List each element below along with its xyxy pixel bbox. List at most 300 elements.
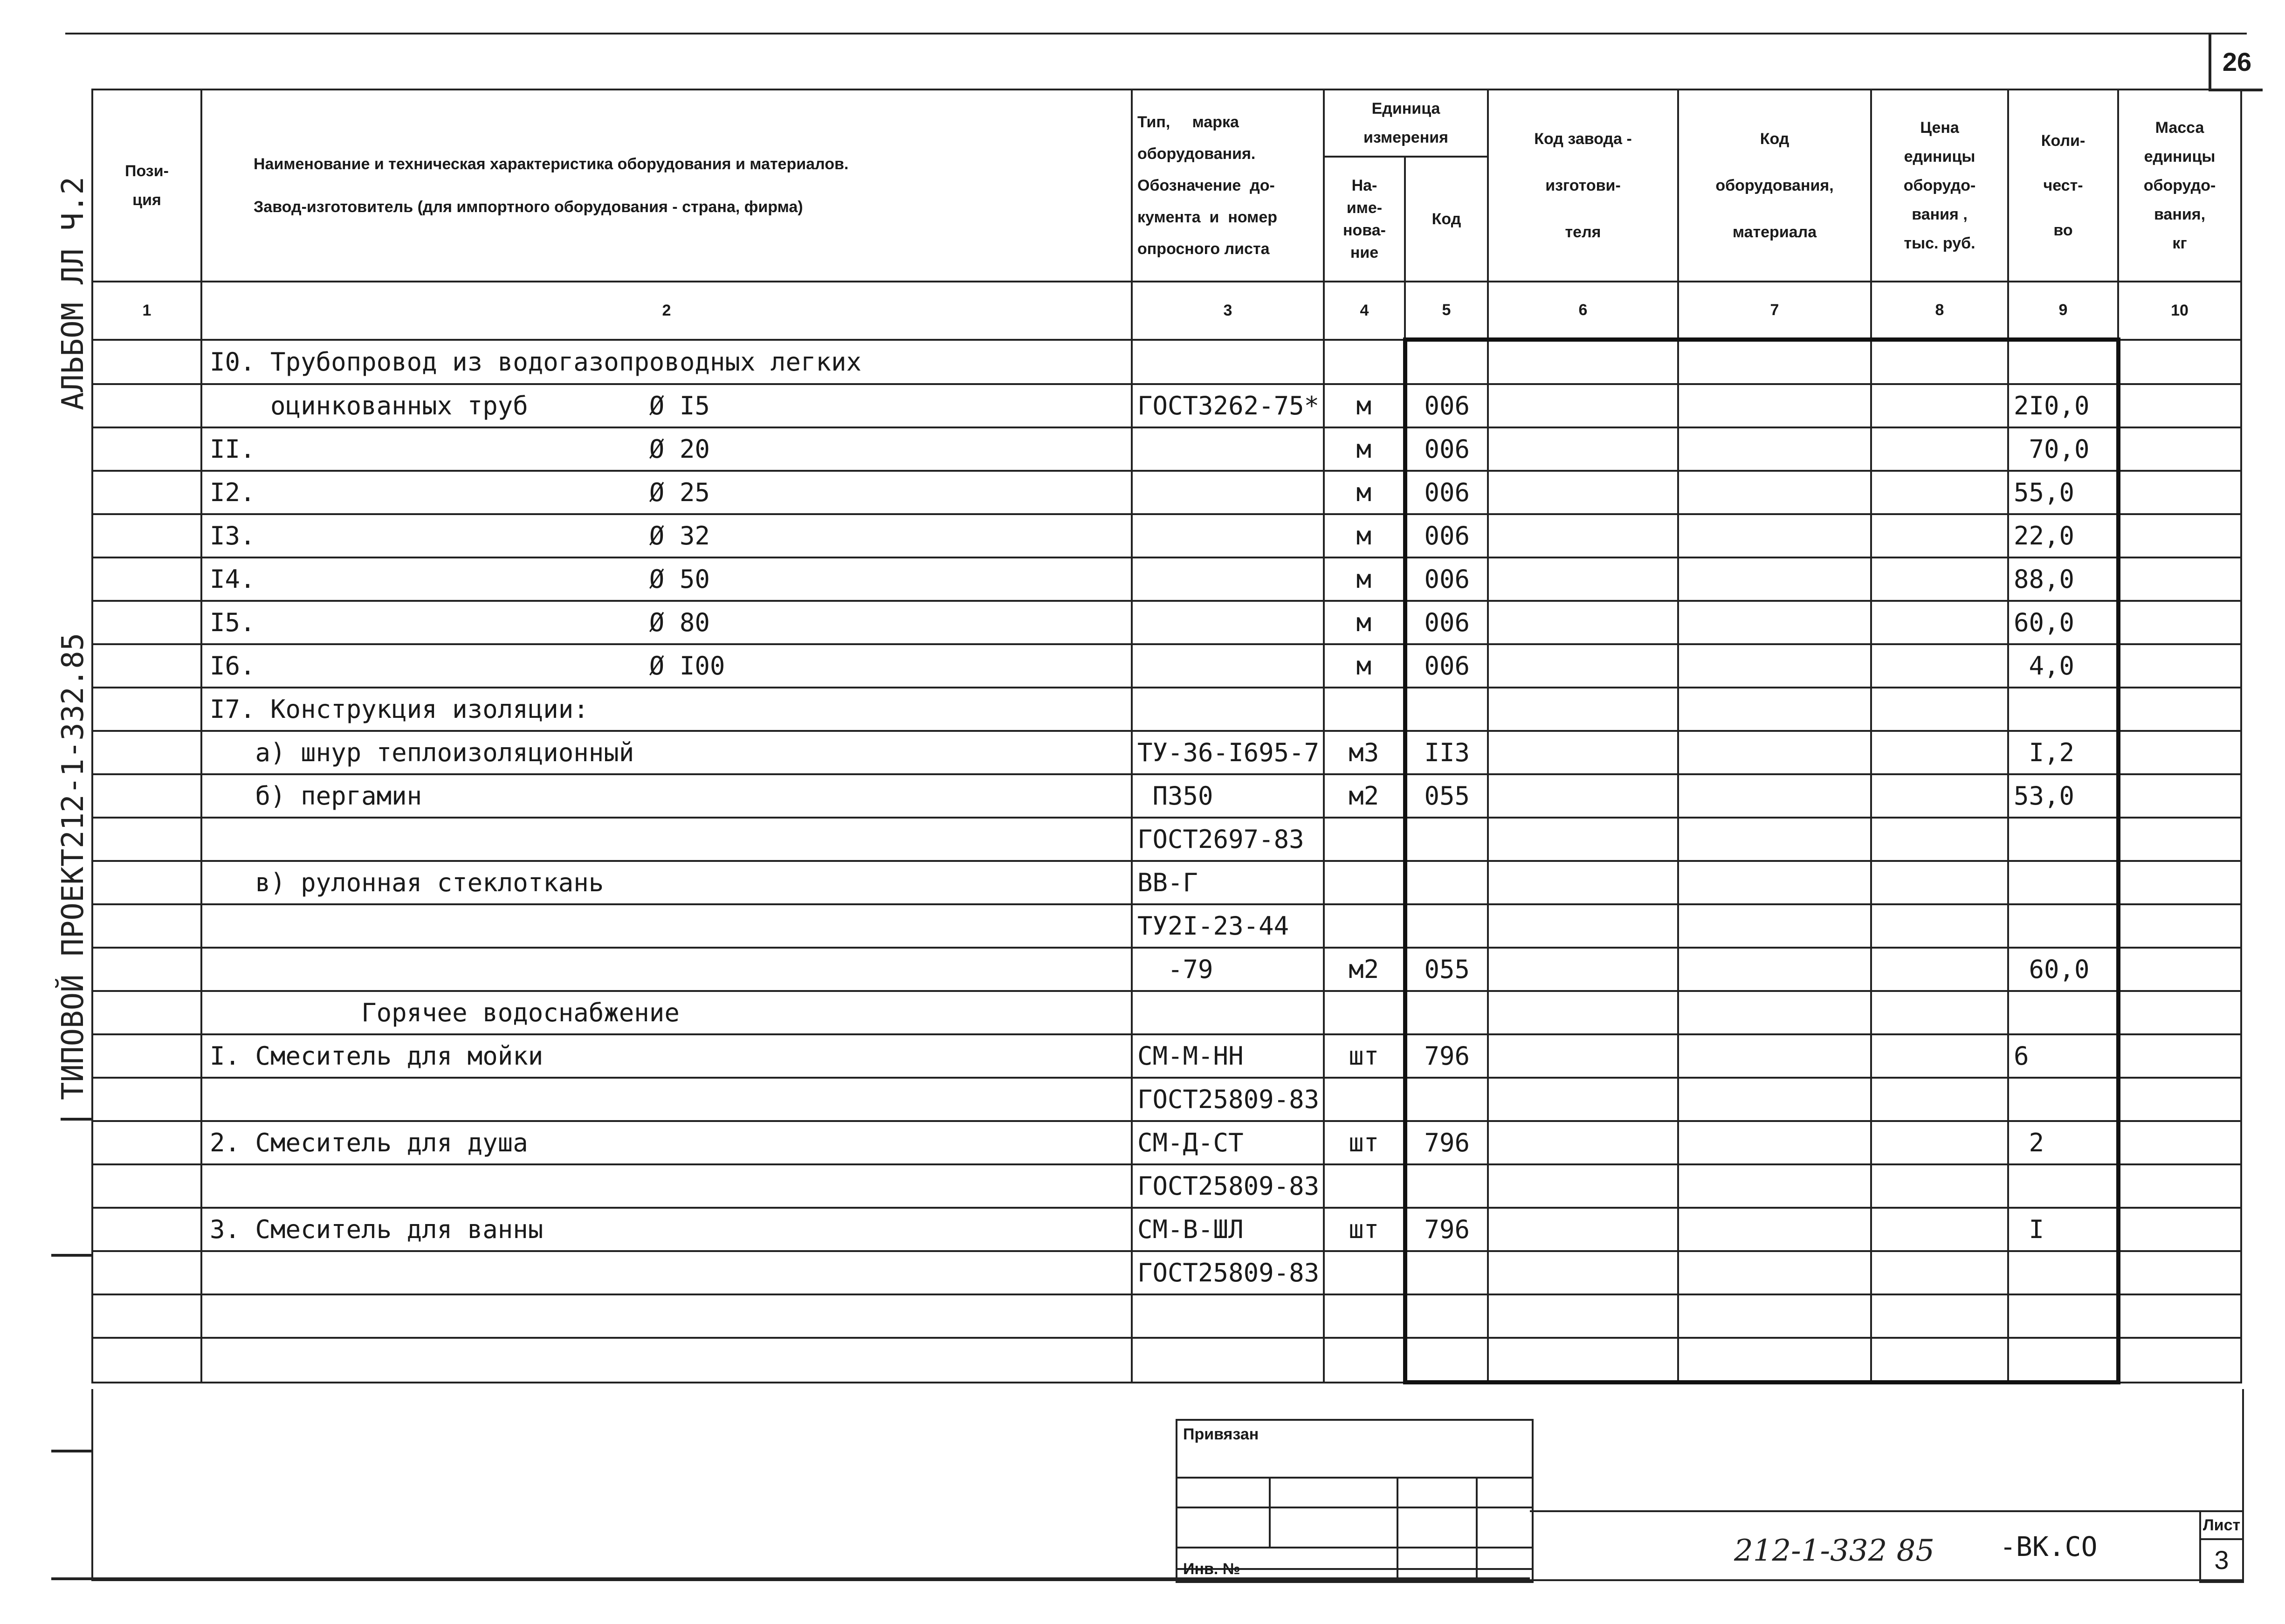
- quantity-cell: 55,0: [2008, 471, 2118, 514]
- col-number: 8: [1871, 282, 2008, 340]
- type-cell: [1132, 427, 1324, 471]
- equipment-code-cell: [1678, 1251, 1871, 1294]
- equipment-code-cell: [1678, 1294, 1871, 1338]
- mass-cell: [2118, 1208, 2241, 1251]
- mass-cell: [2118, 1251, 2241, 1294]
- equipment-code-cell: [1678, 991, 1871, 1034]
- mass-cell: [2118, 948, 2241, 991]
- type-cell: [1132, 557, 1324, 601]
- table-row: [92, 514, 2241, 557]
- factory-code-cell: [1488, 601, 1678, 644]
- equipment-code-cell: [1678, 514, 1871, 557]
- type-cell: [1132, 644, 1324, 688]
- factory-code-cell: [1488, 384, 1678, 427]
- unit-code-cell: 006: [1405, 384, 1488, 427]
- table-row: [92, 471, 2241, 514]
- header-unit-code: Код: [1405, 157, 1488, 282]
- mass-cell: [2118, 774, 2241, 818]
- type-cell: ГОСТ25809-83: [1132, 1078, 1324, 1121]
- position-cell: [92, 774, 201, 818]
- price-cell: [1871, 731, 2008, 774]
- col-number: 1: [92, 282, 201, 340]
- unit-cell: [1324, 1338, 1405, 1383]
- col-number: 5: [1405, 282, 1488, 340]
- unit-cell: м: [1324, 557, 1405, 601]
- table-row: [92, 904, 2241, 948]
- equipment-code-cell: [1678, 731, 1871, 774]
- price-cell: [1871, 1338, 2008, 1383]
- quantity-cell: [2008, 340, 2118, 385]
- factory-code-cell: [1488, 427, 1678, 471]
- table-row: [92, 644, 2241, 688]
- side-label-album: АЛЬБОМ ЛЛ Ч.2: [56, 177, 90, 410]
- sheet-box: [2199, 1510, 2244, 1583]
- table-row: [92, 1121, 2241, 1164]
- side-label-project-code: 212-1-332.85: [56, 633, 90, 848]
- col-number: 4: [1324, 282, 1405, 340]
- price-cell: [1871, 1078, 2008, 1121]
- name-cell: I. Смеситель для мойки: [201, 1034, 1132, 1078]
- equipment-code-cell: [1678, 818, 1871, 861]
- table-row: [92, 1251, 2241, 1294]
- equipment-code-cell: [1678, 427, 1871, 471]
- position-cell: [92, 601, 201, 644]
- factory-code-cell: [1488, 1164, 1678, 1208]
- sheet-label: Лист: [2201, 1512, 2242, 1540]
- quantity-cell: 88,0: [2008, 557, 2118, 601]
- unit-cell: м: [1324, 644, 1405, 688]
- unit-code-cell: [1405, 904, 1488, 948]
- mass-cell: [2118, 427, 2241, 471]
- table-row: [92, 1208, 2241, 1251]
- type-cell: ВВ-Г: [1132, 861, 1324, 904]
- unit-cell: м3: [1324, 731, 1405, 774]
- unit-cell: [1324, 904, 1405, 948]
- name-cell: 3. Смеситель для ванны: [201, 1208, 1132, 1251]
- quantity-cell: [2008, 688, 2118, 731]
- document-number: 212-1-332 85: [1734, 1534, 1935, 1568]
- unit-code-cell: [1405, 1078, 1488, 1121]
- name-cell: [201, 1294, 1132, 1338]
- quantity-cell: 2I0,0: [2008, 384, 2118, 427]
- col-number: 2: [201, 282, 1132, 340]
- factory-code-cell: [1488, 1338, 1678, 1383]
- page-number: 26: [2209, 34, 2263, 91]
- header-position: Пози- ция: [92, 89, 201, 282]
- mass-cell: [2118, 471, 2241, 514]
- mass-cell: [2118, 818, 2241, 861]
- quantity-cell: [2008, 861, 2118, 904]
- table-row: [92, 601, 2241, 644]
- table-row: [92, 1338, 2241, 1383]
- position-cell: [92, 1121, 201, 1164]
- position-cell: [92, 1034, 201, 1078]
- type-cell: СМ-В-ШЛ: [1132, 1208, 1324, 1251]
- name-cell: [201, 1251, 1132, 1294]
- unit-code-cell: II3: [1405, 731, 1488, 774]
- unit-code-cell: [1405, 340, 1488, 385]
- price-cell: [1871, 1164, 2008, 1208]
- factory-code-cell: [1488, 1034, 1678, 1078]
- price-cell: [1871, 688, 2008, 731]
- type-cell: [1132, 601, 1324, 644]
- name-cell: 2. Смеситель для душа: [201, 1121, 1132, 1164]
- name-cell: в) рулонная стеклоткань: [201, 861, 1132, 904]
- name-cell: [201, 948, 1132, 991]
- table-row: [92, 384, 2241, 427]
- sheet-number: 3: [2214, 1545, 2229, 1575]
- price-cell: [1871, 818, 2008, 861]
- factory-code-cell: [1488, 948, 1678, 991]
- equipment-code-cell: [1678, 861, 1871, 904]
- header-unit-price: Цена единицы оборудо- вания , тыс. руб.: [1871, 89, 2008, 282]
- type-cell: ГОСТ25809-83: [1132, 1251, 1324, 1294]
- equipment-code-cell: [1678, 1208, 1871, 1251]
- factory-code-cell: [1488, 340, 1678, 385]
- type-cell: [1132, 340, 1324, 385]
- unit-cell: [1324, 688, 1405, 731]
- unit-code-cell: 006: [1405, 644, 1488, 688]
- col-number: 6: [1488, 282, 1678, 340]
- mass-cell: [2118, 1338, 2241, 1383]
- position-cell: [92, 1208, 201, 1251]
- table-row: [92, 1078, 2241, 1121]
- name-cell: оцинкованных труб Ø I5: [201, 384, 1132, 427]
- unit-code-cell: 796: [1405, 1034, 1488, 1078]
- name-cell: [201, 1164, 1132, 1208]
- price-cell: [1871, 1251, 2008, 1294]
- type-cell: СМ-Д-СТ: [1132, 1121, 1324, 1164]
- equipment-code-cell: [1678, 384, 1871, 427]
- price-cell: [1871, 601, 2008, 644]
- factory-code-cell: [1488, 1251, 1678, 1294]
- unit-cell: м: [1324, 514, 1405, 557]
- price-cell: [1871, 384, 2008, 427]
- position-cell: [92, 731, 201, 774]
- mass-cell: [2118, 1034, 2241, 1078]
- unit-cell: м: [1324, 427, 1405, 471]
- equipment-code-cell: [1678, 557, 1871, 601]
- name-cell: I2. Ø 25: [201, 471, 1132, 514]
- quantity-cell: 6: [2008, 1034, 2118, 1078]
- side-label-project-type: ТИПОВОЙ ПРОЕКТ: [56, 848, 90, 1100]
- type-cell: ГОСТ25809-83: [1132, 1164, 1324, 1208]
- inventory-label: Инв. №: [1183, 1560, 1240, 1578]
- price-cell: [1871, 427, 2008, 471]
- quantity-cell: [2008, 1338, 2118, 1383]
- factory-code-cell: [1488, 1208, 1678, 1251]
- price-cell: [1871, 861, 2008, 904]
- unit-code-cell: 006: [1405, 514, 1488, 557]
- name-cell: б) пергамин: [201, 774, 1132, 818]
- unit-code-cell: 006: [1405, 427, 1488, 471]
- unit-code-cell: 006: [1405, 601, 1488, 644]
- mass-cell: [2118, 1121, 2241, 1164]
- position-cell: [92, 991, 201, 1034]
- name-cell: [201, 818, 1132, 861]
- factory-code-cell: [1488, 471, 1678, 514]
- factory-code-cell: [1488, 861, 1678, 904]
- mass-cell: [2118, 861, 2241, 904]
- factory-code-cell: [1488, 991, 1678, 1034]
- type-cell: -79: [1132, 948, 1324, 991]
- unit-code-cell: 055: [1405, 948, 1488, 991]
- type-cell: ГОСТ2697-83: [1132, 818, 1324, 861]
- price-cell: [1871, 1034, 2008, 1078]
- name-cell: [201, 1078, 1132, 1121]
- margin-tick: [61, 1118, 91, 1121]
- type-cell: [1132, 1338, 1324, 1383]
- price-cell: [1871, 1121, 2008, 1164]
- type-cell: [1132, 514, 1324, 557]
- table-row: [92, 991, 2241, 1034]
- factory-code-cell: [1488, 1078, 1678, 1121]
- position-cell: [92, 1251, 201, 1294]
- unit-code-cell: [1405, 1164, 1488, 1208]
- price-cell: [1871, 774, 2008, 818]
- unit-cell: м2: [1324, 948, 1405, 991]
- type-cell: П350: [1132, 774, 1324, 818]
- col-number: 3: [1132, 282, 1324, 340]
- quantity-cell: 60,0: [2008, 601, 2118, 644]
- name-cell: I4. Ø 50: [201, 557, 1132, 601]
- margin-tick: [51, 1254, 91, 1257]
- col-number: 9: [2008, 282, 2118, 340]
- equipment-code-cell: [1678, 601, 1871, 644]
- table-row: [92, 731, 2241, 774]
- factory-code-cell: [1488, 731, 1678, 774]
- position-cell: [92, 1078, 201, 1121]
- name-cell: [201, 1338, 1132, 1383]
- table-row: [92, 1294, 2241, 1338]
- name-cell: а) шнур теплоизоляционный: [201, 731, 1132, 774]
- mass-cell: [2118, 384, 2241, 427]
- equipment-code-cell: [1678, 1121, 1871, 1164]
- unit-cell: [1324, 861, 1405, 904]
- price-cell: [1871, 904, 2008, 948]
- specification-table: [91, 89, 2242, 1384]
- position-cell: [92, 818, 201, 861]
- factory-code-cell: [1488, 904, 1678, 948]
- quantity-cell: [2008, 1164, 2118, 1208]
- unit-cell: [1324, 340, 1405, 385]
- factory-code-cell: [1488, 557, 1678, 601]
- unit-code-cell: [1405, 1338, 1488, 1383]
- price-cell: [1871, 340, 2008, 385]
- quantity-cell: [2008, 1078, 2118, 1121]
- factory-code-cell: [1488, 514, 1678, 557]
- unit-cell: [1324, 1164, 1405, 1208]
- stamp-label: Привязан: [1183, 1425, 1259, 1443]
- mass-cell: [2118, 644, 2241, 688]
- unit-cell: шт: [1324, 1208, 1405, 1251]
- table-row: [92, 688, 2241, 731]
- col-number: 7: [1678, 282, 1871, 340]
- mass-cell: [2118, 904, 2241, 948]
- name-cell: I3. Ø 32: [201, 514, 1132, 557]
- unit-code-cell: [1405, 861, 1488, 904]
- factory-code-cell: [1488, 818, 1678, 861]
- name-cell: II. Ø 20: [201, 427, 1132, 471]
- quantity-cell: 70,0: [2008, 427, 2118, 471]
- price-cell: [1871, 644, 2008, 688]
- price-cell: [1871, 557, 2008, 601]
- equipment-code-cell: [1678, 774, 1871, 818]
- unit-cell: шт: [1324, 1034, 1405, 1078]
- type-cell: ГОСТ3262-75*: [1132, 384, 1324, 427]
- table-row: [92, 427, 2241, 471]
- factory-code-cell: [1488, 644, 1678, 688]
- mass-cell: [2118, 340, 2241, 385]
- mass-cell: [2118, 514, 2241, 557]
- name-cell: I0. Трубопровод из водогазопроводных легких: [201, 340, 1132, 385]
- mass-cell: [2118, 991, 2241, 1034]
- price-cell: [1871, 1208, 2008, 1251]
- unit-cell: шт: [1324, 1121, 1405, 1164]
- price-cell: [1871, 991, 2008, 1034]
- name-cell: [201, 904, 1132, 948]
- document-suffix: -ВК.СО: [2000, 1531, 2098, 1562]
- position-cell: [92, 861, 201, 904]
- quantity-cell: [2008, 904, 2118, 948]
- table-row: [92, 774, 2241, 818]
- mass-cell: [2118, 557, 2241, 601]
- position-cell: [92, 948, 201, 991]
- factory-code-cell: [1488, 1121, 1678, 1164]
- quantity-cell: 60,0: [2008, 948, 2118, 991]
- position-cell: [92, 557, 201, 601]
- quantity-cell: [2008, 991, 2118, 1034]
- quantity-cell: 4,0: [2008, 644, 2118, 688]
- header-unit-group: Единица измерения: [1324, 89, 1488, 157]
- unit-code-cell: [1405, 688, 1488, 731]
- type-cell: [1132, 471, 1324, 514]
- factory-code-cell: [1488, 1294, 1678, 1338]
- equipment-code-cell: [1678, 688, 1871, 731]
- unit-code-cell: 796: [1405, 1121, 1488, 1164]
- table-row: [92, 1164, 2241, 1208]
- equipment-code-cell: [1678, 904, 1871, 948]
- margin-tick: [51, 1450, 91, 1452]
- mass-cell: [2118, 1078, 2241, 1121]
- position-cell: [92, 904, 201, 948]
- equipment-code-cell: [1678, 1034, 1871, 1078]
- mass-cell: [2118, 1294, 2241, 1338]
- mass-cell: [2118, 688, 2241, 731]
- factory-code-cell: [1488, 688, 1678, 731]
- mass-cell: [2118, 1164, 2241, 1208]
- unit-code-cell: [1405, 991, 1488, 1034]
- position-cell: [92, 471, 201, 514]
- header-unit-mass: Масса единицы оборудо- вания, кг: [2118, 89, 2241, 282]
- header-factory-code: Код завода - изготови- теля: [1488, 89, 1678, 282]
- quantity-cell: I: [2008, 1208, 2118, 1251]
- quantity-cell: I,2: [2008, 731, 2118, 774]
- position-cell: [92, 1294, 201, 1338]
- quantity-cell: [2008, 1251, 2118, 1294]
- unit-cell: м2: [1324, 774, 1405, 818]
- table-row: [92, 818, 2241, 861]
- unit-code-cell: [1405, 1251, 1488, 1294]
- type-cell: [1132, 991, 1324, 1034]
- quantity-cell: 53,0: [2008, 774, 2118, 818]
- unit-cell: м: [1324, 384, 1405, 427]
- table-row: [92, 1034, 2241, 1078]
- equipment-code-cell: [1678, 1338, 1871, 1383]
- table-row: [92, 861, 2241, 904]
- position-cell: [92, 644, 201, 688]
- unit-cell: [1324, 991, 1405, 1034]
- equipment-code-cell: [1678, 644, 1871, 688]
- col-number: 10: [2118, 282, 2241, 340]
- unit-code-cell: 055: [1405, 774, 1488, 818]
- price-cell: [1871, 948, 2008, 991]
- price-cell: [1871, 471, 2008, 514]
- quantity-cell: [2008, 1294, 2118, 1338]
- position-cell: [92, 384, 201, 427]
- unit-code-cell: [1405, 1294, 1488, 1338]
- unit-cell: [1324, 1251, 1405, 1294]
- unit-code-cell: 006: [1405, 557, 1488, 601]
- type-cell: ТУ2I-23-44: [1132, 904, 1324, 948]
- unit-code-cell: [1405, 818, 1488, 861]
- position-cell: [92, 1338, 201, 1383]
- quantity-cell: 22,0: [2008, 514, 2118, 557]
- equipment-code-cell: [1678, 948, 1871, 991]
- equipment-code-cell: [1678, 340, 1871, 385]
- quantity-cell: [2008, 818, 2118, 861]
- header-quantity: Коли- чест- во: [2008, 89, 2118, 282]
- type-cell: [1132, 1294, 1324, 1338]
- unit-cell: [1324, 1078, 1405, 1121]
- name-cell: I5. Ø 80: [201, 601, 1132, 644]
- type-cell: ТУ-36-I695-7: [1132, 731, 1324, 774]
- table-row: [92, 557, 2241, 601]
- name-cell: Горячее водоснабжение: [201, 991, 1132, 1034]
- name-cell: I7. Конструкция изоляции:: [201, 688, 1132, 731]
- top-border-line: [65, 33, 2247, 34]
- name-cell: I6. Ø I00: [201, 644, 1132, 688]
- position-cell: [92, 1164, 201, 1208]
- binding-stamp: [1176, 1419, 1534, 1583]
- factory-code-cell: [1488, 774, 1678, 818]
- table-row: [92, 340, 2241, 385]
- price-cell: [1871, 1294, 2008, 1338]
- mass-cell: [2118, 601, 2241, 644]
- position-cell: [92, 514, 201, 557]
- equipment-code-cell: [1678, 1164, 1871, 1208]
- position-cell: [92, 688, 201, 731]
- header-name: Наименование и техническая характеристика оборудования и материалов. Завод-изготовитель (для импортного оборудования - страна, фирма): [201, 89, 1132, 282]
- unit-cell: м: [1324, 471, 1405, 514]
- equipment-code-cell: [1678, 1078, 1871, 1121]
- unit-cell: [1324, 818, 1405, 861]
- unit-code-cell: 006: [1405, 471, 1488, 514]
- header-unit-name: На- име- нова- ние: [1324, 157, 1405, 282]
- mass-cell: [2118, 731, 2241, 774]
- title-rule: [1530, 1510, 2199, 1512]
- price-cell: [1871, 514, 2008, 557]
- type-cell: [1132, 688, 1324, 731]
- table-row: [92, 948, 2241, 991]
- equipment-code-cell: [1678, 471, 1871, 514]
- header-equipment-code: Код оборудования, материала: [1678, 89, 1871, 282]
- quantity-cell: 2: [2008, 1121, 2118, 1164]
- position-cell: [92, 427, 201, 471]
- position-cell: [92, 340, 201, 385]
- type-cell: СМ-М-НН: [1132, 1034, 1324, 1078]
- unit-cell: м: [1324, 601, 1405, 644]
